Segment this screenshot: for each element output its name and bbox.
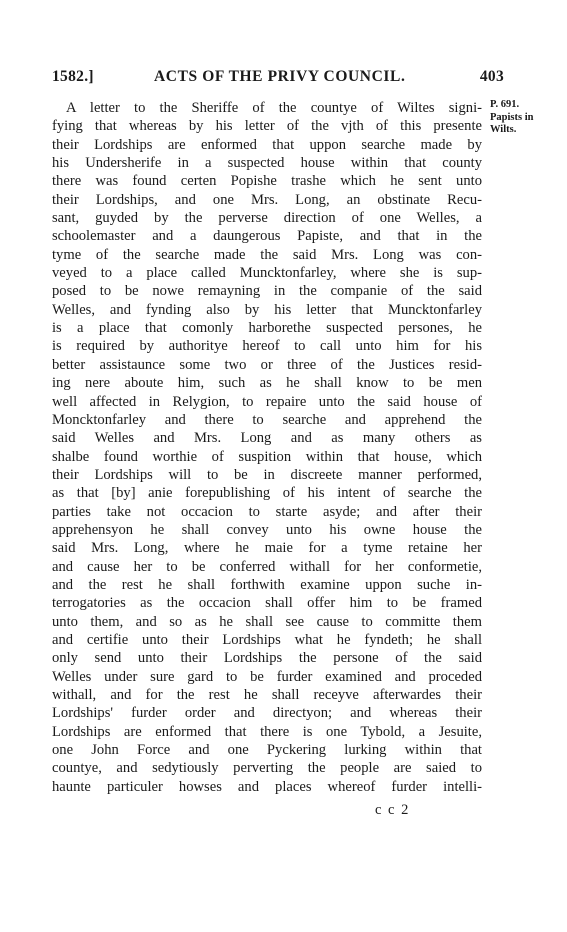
text-line: haunte particuler howses and places whereof furder intelli- [52,778,482,795]
margin-subject-line-2: Wilts. [490,124,517,135]
text-line: better assistaunce some two or three of the Justices resid- [52,356,482,373]
page-number: 403 [479,68,504,85]
running-head [52,68,504,90]
margin-note [490,99,560,136]
text-line: fying that whereas by his letter of the vjth of this presente [52,118,482,135]
text-line: Welles under sure gard to be furder examined and proceded [52,668,482,685]
text-line: is required by authoritye hereof to call unto him for his [52,338,482,355]
text-line: said Mrs. Long, where he maie for a tyme retaine her [52,540,482,557]
running-head-year: 1582.] [52,68,94,85]
text-line: shalbe found worthie of suspition within that house, which [52,448,482,465]
text-line: A letter to the Sheriffe of the countye of Wiltes signi- [66,100,482,116]
text-line: schoolemaster and a daungerous Papiste, and that in the [52,228,482,245]
signature-mark: c c 2 [375,802,410,818]
running-head-title: ACTS OF THE PRIVY COUNCIL. [154,68,406,85]
text-line: Lordships' furder order and directyon; and whereas their [52,705,482,722]
text-line: well affected in Relygion, to repaire unto the said house of [52,393,482,410]
margin-subject-line-1: Papists in [490,112,534,123]
text-line: and certifie unto their Lordships what he fyndeth; he shall [52,631,482,648]
text-line: countye, and sedytiously perverting the people are saied to [52,760,482,777]
text-line: sant, guyded by the perverse direction of one Welles, a [52,210,482,227]
text-line: his Undersherife in a suspected house within that county [52,155,482,172]
text-line: unto them, and so as he shall see cause to committe them [52,613,482,630]
text-line: withall, and for the rest he shall receyve afterwardes their [52,687,482,703]
text-line: their Lordships, and one Mrs. Long, an obstinate Recu- [52,191,482,208]
text-line: their Lordships will to be in discreete manner performed, [52,466,482,483]
text-line: Lordships are enformed that there is one Tybold, a Jesuite, [52,723,482,740]
text-line: apprehensyon he shall convey unto his owne house the [52,521,482,538]
body-paragraph [52,99,482,796]
text-line: Welles, and fynding also by his letter that Muncktonfarley [52,301,482,318]
text-line: ing nere aboute him, such as he shall know to be men [52,375,482,392]
text-line: and the rest he shall forthwith examine uppon suche in- [52,576,482,593]
text-line: tyme of the searche made the said Mrs. Long was con- [52,246,482,263]
text-line: parties take not occacion to starte asyde; and after their [52,503,482,520]
margin-reference: P. 691. [490,99,520,110]
text-line: their Lordships are enformed that uppon searche made by [52,136,482,153]
text-line: as that [by] anie forepublishing of his intent of searche the [52,485,482,502]
text-line: only send unto their Lordships the persone of the said [52,650,482,667]
text-line: terrogatories as the occacion shall offer him to be framed [52,595,482,612]
text-line: Moncktonfarley and there to searche and apprehend the [52,411,482,428]
text-line: is a place that comonly harborethe suspected persones, he [52,320,482,337]
text-line: there was found certen Popishe trashe which he sent unto [52,173,482,190]
text-line: posed to be nowe remayning in the companie of the said [52,283,482,300]
text-line: one John Force and one Pyckering lurking within that [52,742,482,759]
text-line: veyed to a place called Muncktonfarley, where she is sup- [52,265,482,282]
text-line: and cause her to be conferred withall for her conformetie, [52,558,482,575]
text-line: said Welles and Mrs. Long and as many others as [52,430,482,447]
